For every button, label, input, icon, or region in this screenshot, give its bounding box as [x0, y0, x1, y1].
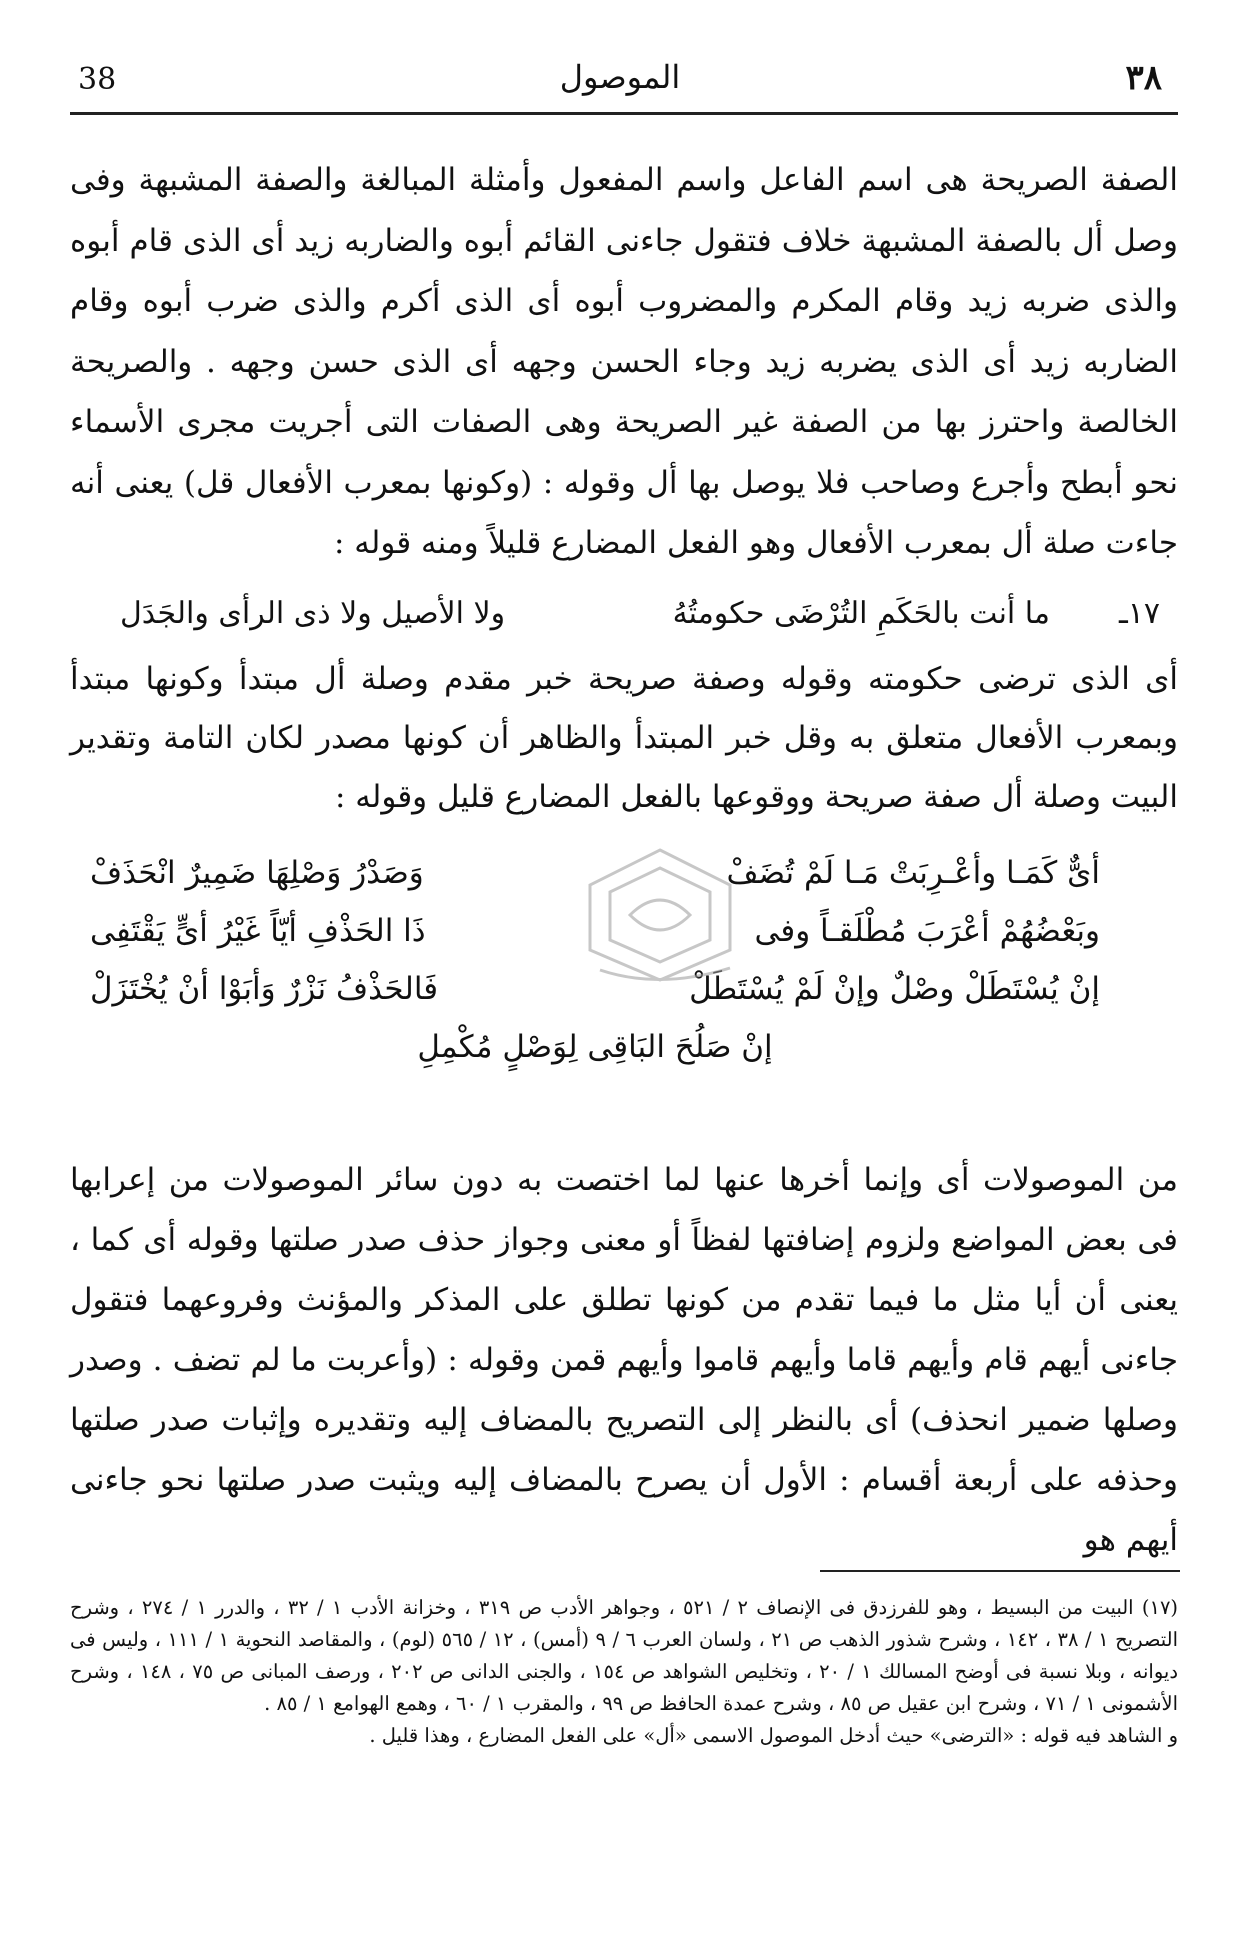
footnote: (١٧) البيت من البسيط ، وهو للفرزدق فى الإنصاف ٢ / ٥٢١ ، وجواهر الأدب ص ٣١٩ ، وخزانة الأدب ١ / ٣٢ ، والدرر ١ / ٢٧٤ ، وشرح التصريح ١ / ٣٨ ، ١٤٢ ، وشرح شذور الذهب ص ٢١ ، ولسان العرب ٦ / ٩ (أمس) ، ١٢ / ٥٦٥ (لوم) ، والمقاصد النحوية ١ / ١١١ ، وليس فى ديوانه ، وبلا نسبة فى أوضح المسالك ١ / ٢٠ ، وتخليص الشواهد ص ١٥٤ ، والجنى الدانى ص ٢٠٢ ، ورصف المبانى ص ٧٥ ، ١٤٨ ، وشرح الأشمونى ١ / ٧١ ، وشرح ابن عقيل ص ٨٥ ، وشرح عمدة الحافظ ص ٩٩ ، والمقرب ١ / ٦٠ ، وهمع الهوامع ١ / ٨٥ .: [70, 1596, 1179, 1715]
verse-closing-hemistich: إنْ صَلُحَ البَاقِى لِوَصْلٍ مُكْمِلِ: [417, 1029, 773, 1065]
verse-line: [90, 1029, 1100, 1087]
verse-17: [120, 596, 1160, 644]
page-number-latin: 38: [78, 62, 117, 97]
verse-second-hemistich: ذَا الحَذْفِ أيّاً غَيْرُ أىٍّ يَقْتَفِى: [90, 913, 426, 949]
verse-second-hemistich: فَالحَذْفُ نَزْرٌ وَأبَوْا أنْ يُخْتَزَلْ: [90, 971, 439, 1007]
header-divider: [70, 112, 1178, 115]
body-paragraph-2: [70, 650, 1178, 827]
verse-number: ١٧ـ: [1118, 596, 1160, 631]
verse-first-hemistich: أىٌّ كَمَـا وأعْـرِبَتْ مَـا لَمْ تُضَفْ: [726, 855, 1100, 891]
library-seal-watermark: [560, 840, 760, 990]
paragraph: أى الذى ترضى حكومته وقوله وصفة صريحة خبر مقدم وصلة أل مبتدأ وكونها مبتدأ وبمعرب الأفعال متعلق به وقل خبر المبتدأ والظاهر أن كونها مصدر لكان التامة وتقدير البيت وصلة أل صفة صريحة ووقوعها بالفعل المضارع قليل وقوله :: [70, 661, 1178, 815]
verse-second-hemistich: وَصَدْرُ وَصْلِهَا ضَمِيرٌ انْحَذَفْ: [90, 855, 424, 891]
running-title: الموصول: [559, 58, 681, 96]
body-paragraph-1: [70, 150, 1178, 574]
page-number-arabic: ٣٨: [1125, 58, 1162, 98]
footnote: و الشاهد فيه قوله : «الترضى» حيث أدخل الموصول الاسمى «أل» على الفعل المضارع ، وهذا قليل .: [369, 1724, 1178, 1747]
footnotes: [70, 1592, 1178, 1752]
footnote-divider: [820, 1570, 1180, 1572]
verse-first-hemistich: ما أنت بالحَكَمِ التُرْضَى حكومتُهُ: [672, 596, 1050, 631]
verse-first-hemistich: إنْ يُسْتَطَلْ وصْلٌ وإنْ لَمْ يُسْتَطَلْ: [689, 971, 1100, 1007]
paragraph: من الموصولات أى وإنما أخرها عنها لما اختصت به دون سائر الموصولات من إعرابها فى بعض المواضع ولزوم إضافتها لفظاً أو معنى وجواز حذف صدر صلتها وقوله أى كما ، يعنى أن أيا مثل ما فيما تقدم من كونها تطلق على المذكر والمؤنث وفروعهما فتقول جاءنى أيهم قام وأيهم قاما وأيهم قاموا وأيهم قمن وقوله : (وأعربت ما لم تضف . وصدر وصلها ضمير انحذف) أى بالنظر إلى التصريح بالمضاف إليه وتقديره وإثبات صدر صلتها وحذفه على أربعة أقسام : الأول أن يصرح بالمضاف إليه ويثبت صدر صلتها نحو جاءنى أيهم هو: [70, 1162, 1178, 1558]
body-paragraph-3: [70, 1150, 1178, 1570]
verse-first-hemistich: وبَعْضُهُمْ أعْرَبَ مُطْلَقـاً وفى: [754, 913, 1100, 949]
page-header: [70, 58, 1170, 108]
verse-second-hemistich: ولا الأصيل ولا ذى الرأى والجَدَل: [120, 596, 506, 631]
paragraph: الصفة الصريحة هى اسم الفاعل واسم المفعول وأمثلة المبالغة والصفة المشبهة وفى وصل أل بالصفة المشبهة خلاف فتقول جاءنى القائم أبوه والضاربه زيد أى الذى قام أبوه والذى ضربه زيد وقام المكرم والمضروب أبوه أى الذى أكرم والذى ضرب أبوه وقام الضاربه زيد أى الذى يضربه زيد وجاء الحسن وجهه أى الذى حسن وجهه . والصريحة الخالصة واحترز بها من الصفة غير الصريحة وهى الصفات التى أجريت مجرى الأسماء نحو أبطح وأجرع وصاحب فلا يوصل بها أل وقوله : (وكونها بمعرب الأفعال قل) يعنى أنه جاءت صلة أل بمعرب الأفعال وهو الفعل المضارع قليلاً ومنه قوله :: [70, 162, 1178, 561]
